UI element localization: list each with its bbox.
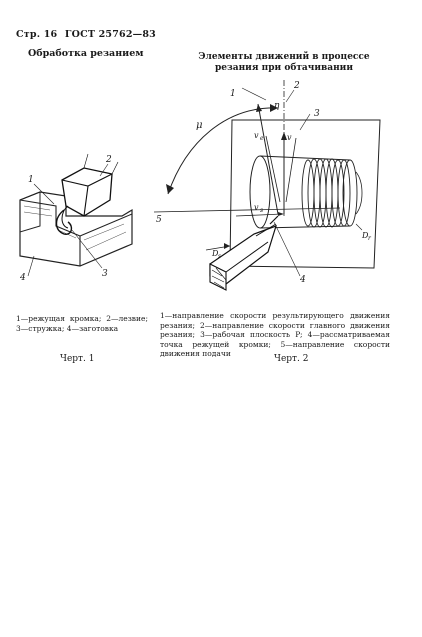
figure-2-drawing bbox=[150, 76, 390, 302]
symbol-mu: μ bbox=[196, 120, 203, 131]
fig1-callout-4: 4 bbox=[20, 273, 26, 283]
symbol-ds-sub: s bbox=[218, 253, 222, 260]
fig2-callout-4: 4 bbox=[300, 275, 306, 285]
figure-2-label: Черт. 2 bbox=[274, 354, 309, 364]
left-figure-title: Обработка резанием bbox=[28, 48, 144, 59]
standard-code: ГОСТ 25762—83 bbox=[64, 29, 156, 40]
symbol-dr-sub: r bbox=[368, 235, 371, 242]
fig2-callout-5: 5 bbox=[156, 215, 162, 225]
fig1-callout-2: 2 bbox=[106, 155, 112, 165]
symbol-vs-sub: s bbox=[260, 207, 264, 214]
fig1-callout-1: 1 bbox=[28, 175, 34, 185]
page-number: Стр. 16 bbox=[16, 29, 58, 40]
symbol-vs: v bbox=[254, 203, 259, 212]
figure-2-caption: 1—направление скорости результирующего движения резания; 2—направление скорости главного движения резания; 3—рабочая плоскость P; 4—рассматриваемая точка режущей кромки; 5—направление скорости движения подачи bbox=[160, 311, 390, 358]
page-header bbox=[16, 29, 160, 40]
figure-1-drawing bbox=[14, 140, 154, 290]
fig2-callout-2: 2 bbox=[294, 81, 300, 91]
fig1-callout-3: 3 bbox=[102, 269, 108, 279]
fig2-callout-3: 3 bbox=[314, 109, 320, 119]
symbol-ve: v bbox=[254, 131, 259, 140]
figure-1-caption: 1—режущая кромка; 2—лезвие; 3—стружка; 4—заготовка bbox=[16, 314, 148, 333]
right-figure-title: Элементы движений в процессе резания при обтачивании bbox=[198, 52, 370, 73]
symbol-dr: D bbox=[362, 231, 369, 240]
symbol-ds: D bbox=[212, 249, 219, 258]
symbol-eta: η bbox=[274, 101, 280, 111]
fig2-callout-1: 1 bbox=[230, 89, 236, 99]
symbol-v: v bbox=[287, 133, 292, 142]
figure-1-label: Черт. 1 bbox=[60, 354, 95, 364]
symbol-ve-sub: e bbox=[260, 135, 264, 142]
